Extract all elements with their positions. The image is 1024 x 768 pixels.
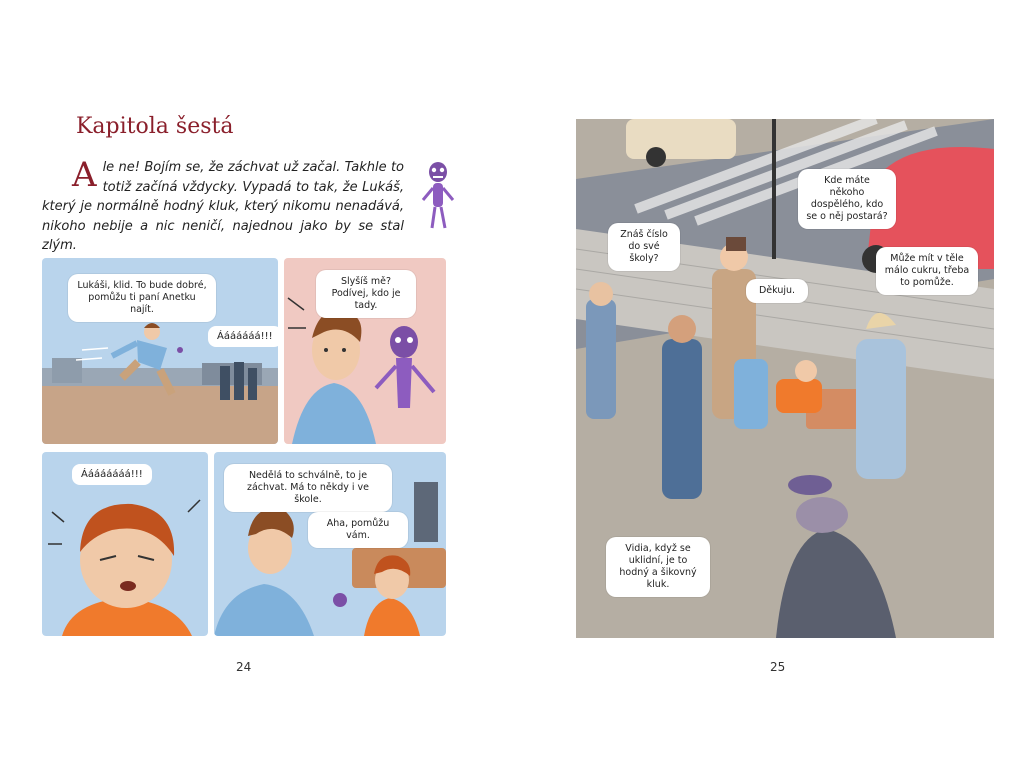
speech-bubble: Znáš číslo do své školy? [608, 223, 680, 271]
intro-paragraph [42, 155, 404, 256]
page-number: 25 [770, 660, 786, 674]
shout-bubble: Áááááááá!!! [72, 464, 152, 485]
right-page [512, 0, 1024, 768]
speech-bubble: Lukáši, klid. To bude dobré, pomůžu ti paní Anetku najít. [68, 274, 216, 322]
purple-doll-illustration [418, 160, 458, 232]
speech-bubble: Aha, pomůžu vám. [308, 512, 408, 548]
speech-bubble: Kde máte někoho dospělého, kdo se o něj postará? [798, 169, 896, 229]
page-number: 24 [236, 660, 252, 674]
speech-bubble: Nedělá to schválně, to je záchvat. Má to někdy i ve škole. [224, 464, 392, 512]
drop-cap: A [72, 155, 97, 195]
comic-panel-4 [214, 452, 446, 636]
intro-text: le ne! Bojím se, že záchvat už začal. Takhle to totiž začíná vždycky. Vypadá to tak, že Lukáš, který je normálně hodný kluk, který nikomu nenadává, nikoho nebije a nic neničí, najednou jako by se stal zlým. [42, 160, 404, 253]
speech-bubble: Slyšíš mě? Podívej, kdo je tady. [316, 270, 416, 318]
speech-bubble: Může mít v těle málo cukru, třeba to pomůže. [876, 247, 978, 295]
street-illustration [576, 119, 994, 638]
chapter-title: Kapitola šestá [76, 114, 234, 139]
speech-bubble: Vidia, když se uklidní, je to hodný a šikovný kluk. [606, 537, 710, 597]
comic-panel-1 [42, 258, 278, 444]
comic-panel-2 [284, 258, 446, 444]
speech-bubble: Děkuju. [746, 279, 808, 303]
shout-bubble: Ááááááá!!! [208, 326, 278, 347]
comic-panel-3 [42, 452, 208, 636]
